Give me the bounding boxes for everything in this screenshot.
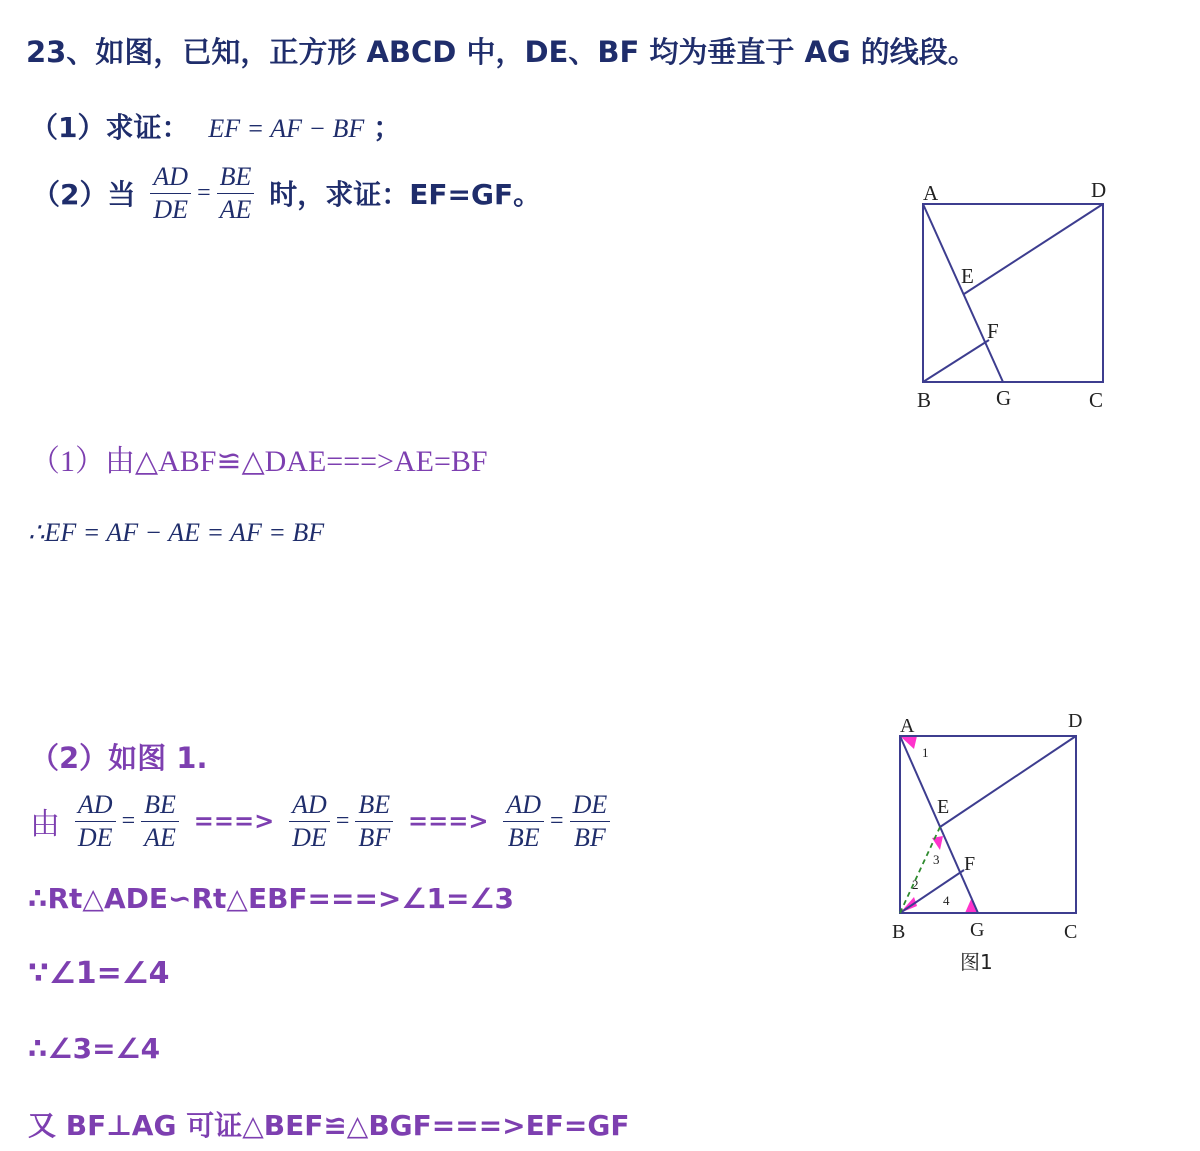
ratio-f6-den: BF — [574, 822, 606, 852]
solution-2-label: （2）如图 1. — [30, 741, 208, 775]
ratio-eq-3: = — [550, 807, 564, 834]
segment-de-2 — [940, 736, 1076, 827]
ratio-chain — [28, 790, 614, 853]
square-abcd — [923, 204, 1103, 382]
ratio-f3 — [289, 790, 330, 853]
because-line: ∵∠1=∠4 — [28, 956, 170, 991]
part2-frac1 — [150, 162, 191, 225]
label2-e: E — [937, 796, 950, 818]
label2-b: B — [892, 921, 906, 943]
label-d: D — [1091, 178, 1107, 202]
segment-ag — [923, 204, 1003, 382]
label-e: E — [961, 264, 974, 288]
segment-de — [964, 204, 1103, 294]
part2-frac1-den: DE — [153, 194, 189, 224]
square-figure-bottom — [880, 705, 1100, 980]
ratio-f2 — [141, 790, 179, 853]
ratio-f4 — [355, 790, 393, 853]
ratio-f5-den: BE — [507, 822, 540, 852]
angle-3-mark — [932, 836, 943, 850]
label-b: B — [917, 388, 932, 412]
ratio-arrow-1: ===> — [193, 807, 275, 836]
part1-formula: EF = AF − BF — [208, 114, 365, 143]
part2-label: （2）当 — [32, 178, 136, 212]
angle-2-label: 2 — [912, 877, 919, 892]
figure-top-lines — [923, 204, 1103, 382]
ratio-arrow-2: ===> — [408, 807, 489, 836]
ratio-eq-2: = — [335, 807, 350, 834]
label2-f: F — [964, 853, 976, 875]
part2-eq: = — [197, 179, 211, 206]
ratio-f6 — [570, 790, 611, 853]
ratio-you: 由 — [30, 807, 60, 843]
angle-3-label: 3 — [933, 852, 940, 867]
part2-frac2-num: BE — [217, 162, 255, 194]
part1-line — [30, 106, 401, 146]
square-figure-top — [895, 155, 1125, 420]
label-g: G — [996, 386, 1012, 410]
square-abcd-2 — [900, 736, 1076, 913]
segment-bf-2 — [900, 870, 964, 913]
ratio-f1-den: DE — [77, 822, 113, 852]
label2-d: D — [1068, 710, 1083, 732]
problem-title: 23、如图，已知，正方形 ABCD 中，DE、BF 均为垂直于 AG 的线段。 — [26, 35, 977, 69]
solution-1-line1: （1）由△ABF≌△DAE===>AE=BF — [30, 445, 488, 478]
label2-c: C — [1064, 921, 1078, 943]
angle-4-label: 4 — [943, 893, 950, 908]
part1-end: ； — [373, 111, 402, 144]
solution-1-line2: ∴EF = AF − AE = AF = BF — [28, 518, 325, 547]
therefore-line: ∴∠3=∠4 — [28, 1032, 161, 1065]
part2-frac1-num: AD — [150, 162, 191, 194]
label-a: A — [923, 181, 939, 205]
angle-1-label: 1 — [922, 745, 929, 760]
part2-line — [30, 162, 543, 225]
segment-bf — [923, 340, 989, 382]
ratio-f4-den: BF — [358, 822, 391, 852]
ratio-f1 — [75, 790, 116, 853]
label2-a: A — [900, 715, 915, 737]
ratio-f1-num: AD — [75, 790, 116, 822]
similar-triangles-line: ∴Rt△ADE∽Rt△EBF===>∠1=∠3 — [28, 882, 515, 915]
label2-g: G — [970, 919, 985, 941]
part2-frac2 — [217, 162, 255, 225]
part2-end: 时，求证：EF=GF。 — [269, 178, 542, 212]
ratio-f3-den: DE — [292, 822, 327, 852]
ratio-f4-num: BE — [355, 790, 393, 822]
ratio-f3-num: AD — [289, 790, 330, 822]
label-c: C — [1089, 388, 1104, 412]
figure-bottom-lines — [900, 736, 1076, 913]
ratio-f6-num: DE — [570, 790, 611, 822]
ratio-f5 — [503, 790, 544, 853]
part2-frac2-den: AE — [219, 194, 252, 224]
final-conclusion-line: 又 BF⊥AG 可证△BEF≌△BGF===>EF=GF — [28, 1109, 630, 1142]
ratio-f2-den: AE — [144, 822, 176, 852]
ratio-f5-num: AD — [503, 790, 544, 822]
ratio-eq-1: = — [121, 807, 136, 834]
label-f: F — [987, 319, 999, 343]
part1-label: （1）求证： — [30, 111, 190, 144]
figure-caption: 图1 — [960, 950, 993, 974]
ratio-f2-num: BE — [141, 790, 179, 822]
